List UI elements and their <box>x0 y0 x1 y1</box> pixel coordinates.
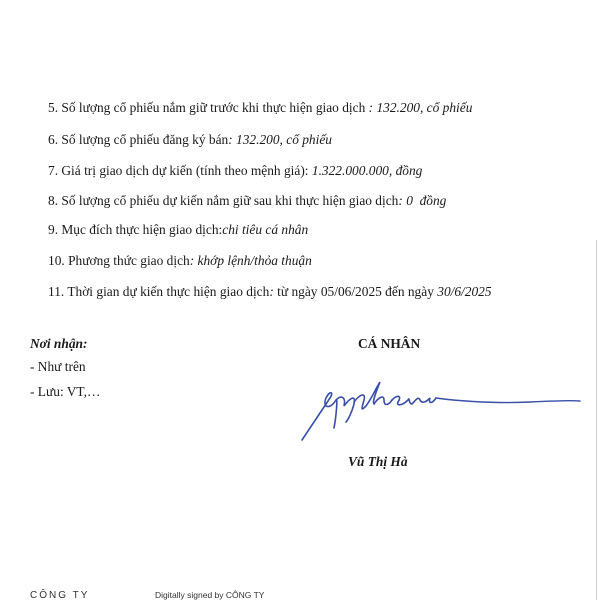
item-11-value-plain: từ ngày 05/06/2025 đến ngày <box>277 284 438 299</box>
signer-name: Vũ Thị Hà <box>348 454 408 469</box>
item-11-sep: : <box>269 284 278 299</box>
item-10 <box>48 252 312 270</box>
item-8-sep: : <box>398 193 407 208</box>
recipients-title: Nơi nhận: <box>30 336 88 351</box>
item-7-sep: : <box>304 163 312 178</box>
footer-company-text: CÔNG TY <box>30 590 90 601</box>
item-9-value: chi tiêu cá nhân <box>222 222 309 237</box>
item-5 <box>48 99 472 117</box>
item-9-sep: : <box>218 222 223 237</box>
item-6-sep: : <box>228 132 237 147</box>
handwritten-signature <box>290 368 590 448</box>
item-10-label: 10. Phương thức giao dịch <box>48 253 190 268</box>
item-7-value: 1.322.000.000, đồng <box>311 163 423 178</box>
item-10-value: khớp lệnh/thỏa thuận <box>197 253 312 268</box>
item-5-label: 5. Số lượng cổ phiếu nắm giữ trước khi thực hiện giao dịch <box>48 100 366 115</box>
item-6-value: 132.200, cổ phiếu <box>236 132 332 147</box>
item-8-value: 0 đồng <box>406 193 447 208</box>
item-9 <box>48 221 308 239</box>
item-9-label: 9. Mục đích thực hiện giao dịch <box>48 222 219 237</box>
item-11-label: 11. Thời gian dự kiến thực hiện giao dịch <box>48 284 270 299</box>
item-8-label: 8. Số lượng cổ phiếu dự kiến nắm giữ sau khi thực hiện giao dịch <box>48 193 399 208</box>
item-5-sep: : <box>365 100 377 115</box>
item-11 <box>48 283 492 301</box>
item-6-label: 6. Số lượng cổ phiếu đăng ký bán <box>48 132 229 147</box>
digital-signature-note: Digitally signed by CÔNG TY <box>155 590 265 600</box>
recipient-line-1: - Như trên <box>30 359 86 374</box>
item-10-sep: : <box>189 253 198 268</box>
item-8 <box>48 192 446 210</box>
item-6 <box>48 131 332 149</box>
item-11-value: 30/6/2025 <box>437 284 492 299</box>
signature-title: CÁ NHÂN <box>358 336 421 351</box>
item-7 <box>48 162 422 180</box>
page-edge-line <box>596 240 597 600</box>
recipient-line-2: - Lưu: VT,… <box>30 384 101 399</box>
item-7-label: 7. Giá trị giao dịch dự kiến (tính theo mệnh giá) <box>48 163 305 178</box>
item-5-value: 132.200, cổ phiếu <box>376 100 473 115</box>
